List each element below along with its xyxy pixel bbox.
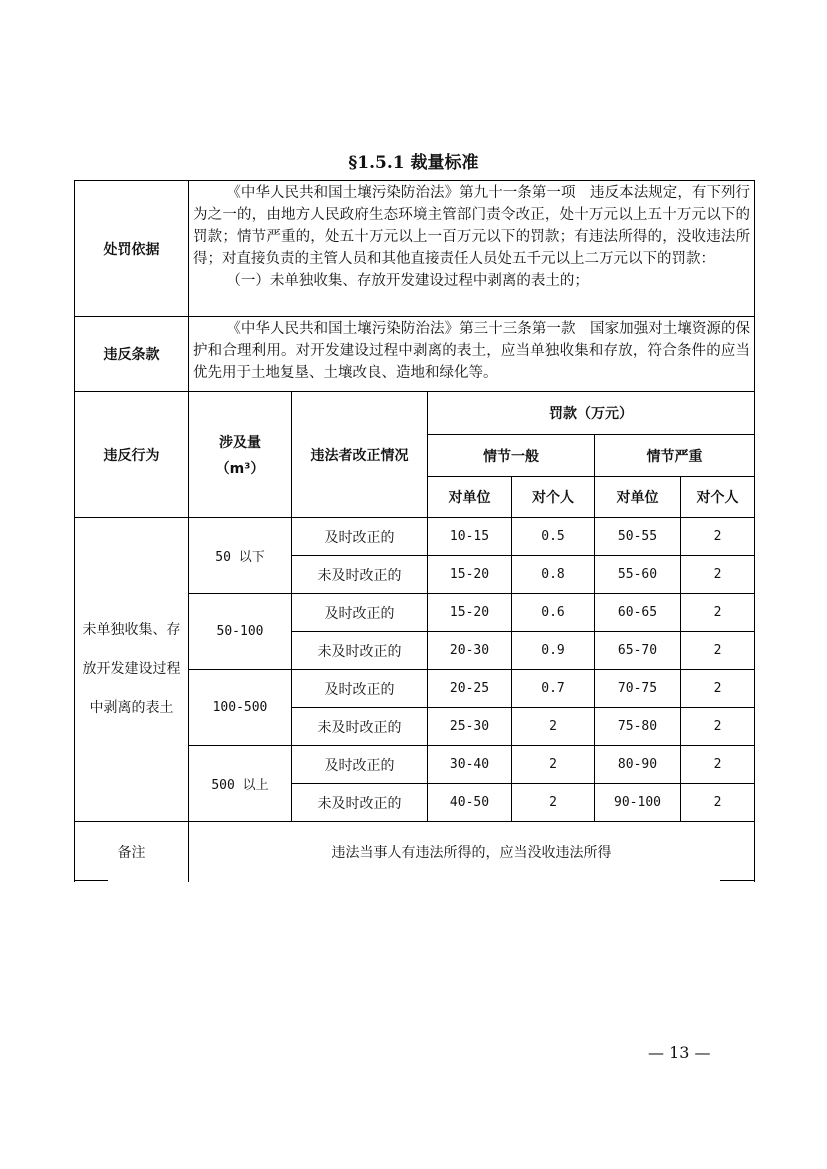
basis-content: [189, 181, 755, 317]
general-person-cell: 0.7: [512, 670, 595, 708]
remark-label: 备注: [75, 822, 189, 883]
bottom-border-left: [74, 880, 108, 881]
general-person-cell: 2: [512, 746, 595, 784]
amount-header-label: 涉及量: [219, 434, 261, 451]
general-person-cell: 0.5: [512, 518, 595, 556]
clause-text: 《中华人民共和国土壤污染防治法》第三十三条第一款 国家加强对土壤资源的保护和合理利用。对开发建设过程中剥离的表土，应当单独收集和存放，符合条件的应当优先用于土地复垦、土壤改良、造地和绿化等。: [189, 317, 755, 392]
clause-row: [75, 317, 755, 392]
serious-org-cell: 55-60: [595, 556, 681, 594]
serious-person-cell: 2: [681, 708, 755, 746]
penalty-standard-table: [74, 180, 755, 882]
general-person-cell: 0.9: [512, 632, 595, 670]
general-person-cell: 0.8: [512, 556, 595, 594]
general-org-cell: 15-20: [428, 556, 512, 594]
serious-person-header: 对个人: [681, 477, 755, 518]
general-org-header: 对单位: [428, 477, 512, 518]
serious-org-cell: 60-65: [595, 594, 681, 632]
fine-header: 罚款（万元）: [428, 392, 755, 435]
amount-cell: 50-100: [189, 594, 292, 670]
general-person-cell: 2: [512, 784, 595, 822]
serious-org-cell: 50-55: [595, 518, 681, 556]
serious-org-cell: 65-70: [595, 632, 681, 670]
serious-person-cell: 2: [681, 556, 755, 594]
serious-person-cell: 2: [681, 632, 755, 670]
general-header: 情节一般: [428, 435, 595, 477]
correction-cell: 及时改正的: [292, 594, 428, 632]
serious-person-cell: 2: [681, 746, 755, 784]
correction-header: 违法者改正情况: [292, 392, 428, 518]
general-org-cell: 40-50: [428, 784, 512, 822]
bottom-border-right: [720, 880, 754, 881]
serious-org-cell: 75-80: [595, 708, 681, 746]
general-org-cell: 20-25: [428, 670, 512, 708]
basis-label: 处罚依据: [75, 181, 189, 317]
correction-cell: 及时改正的: [292, 670, 428, 708]
correction-cell: 未及时改正的: [292, 556, 428, 594]
general-person-cell: 0.6: [512, 594, 595, 632]
remark-text: 违法当事人有违法所得的，应当没收违法所得: [189, 822, 755, 883]
general-person-cell: 2: [512, 708, 595, 746]
amount-cell: 50 以下: [189, 518, 292, 594]
general-org-cell: 15-20: [428, 594, 512, 632]
page-number: — 13 —: [648, 1043, 711, 1062]
basis-item: （一）未单独收集、存放开发建设过程中剥离的表土的；: [226, 273, 589, 289]
serious-person-cell: 2: [681, 784, 755, 822]
section-title: §1.5.1 裁量标准: [348, 153, 479, 173]
general-org-cell: 25-30: [428, 708, 512, 746]
general-org-cell: 20-30: [428, 632, 512, 670]
amount-cell: 500 以上: [189, 746, 292, 822]
correction-cell: 未及时改正的: [292, 632, 428, 670]
serious-org-header: 对单位: [595, 477, 681, 518]
correction-cell: 及时改正的: [292, 518, 428, 556]
general-org-cell: 10-15: [428, 518, 512, 556]
clause-label: 违反条款: [75, 317, 189, 392]
serious-org-cell: 80-90: [595, 746, 681, 784]
correction-cell: 未及时改正的: [292, 708, 428, 746]
behavior-header: 违反行为: [75, 392, 189, 518]
correction-cell: 及时改正的: [292, 746, 428, 784]
amount-header: [189, 392, 292, 518]
serious-org-cell: 70-75: [595, 670, 681, 708]
amount-cell: 100-500: [189, 670, 292, 746]
behavior-cell: 未单独收集、存放开发建设过程中剥离的表土: [75, 518, 189, 822]
serious-header: 情节严重: [595, 435, 755, 477]
amount-header-unit: （m³）: [215, 460, 265, 477]
serious-person-cell: 2: [681, 594, 755, 632]
basis-row: [75, 181, 755, 317]
serious-person-cell: 2: [681, 670, 755, 708]
correction-cell: 未及时改正的: [292, 784, 428, 822]
table-row: [75, 518, 755, 556]
serious-org-cell: 90-100: [595, 784, 681, 822]
general-org-cell: 30-40: [428, 746, 512, 784]
serious-person-cell: 2: [681, 518, 755, 556]
general-person-header: 对个人: [512, 477, 595, 518]
basis-text: 《中华人民共和国土壤污染防治法》第九十一条第一项 违反本法规定，有下列行为之一的，由地方人民政府生态环境主管部门责令改正，处十万元以上五十万元以下的罚款；情节严重的，处五十万元以上一百万元以下的罚款；有违法所得的，没收违法所得；对直接负责的主管人员和其他直接责任人员处五千元以上二万元以下的罚款：: [193, 185, 751, 267]
